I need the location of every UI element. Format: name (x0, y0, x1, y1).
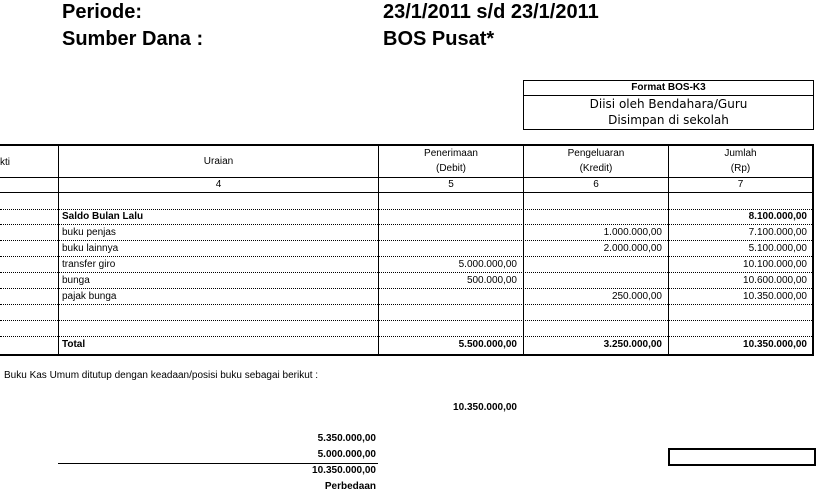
col-number-penerimaan: 5 (448, 179, 454, 190)
ledger-table (0, 144, 814, 356)
row-jumlah: 7.100.000,00 (748, 227, 807, 238)
header-jumlah-sub: (Rp) (730, 163, 751, 174)
format-line-2: Disimpan di sekolah (608, 113, 729, 127)
format-line-1: Diisi oleh Bendahara/Guru (589, 97, 748, 111)
format-box (523, 80, 814, 130)
perbedaan-input-cell[interactable] (668, 448, 816, 466)
closing-note: Buku Kas Umum ditutup dengan keadaan/posisi buku sebagai berikut : (4, 370, 319, 381)
row-pengeluaran: 250.000,00 (611, 291, 662, 302)
total-pengeluaran: 3.250.000,00 (603, 339, 662, 350)
header-pengeluaran: Pengeluaran (567, 148, 625, 159)
perbedaan-label: Perbedaan (324, 481, 376, 492)
row-penerimaan: 5.000.000,00 (458, 259, 517, 270)
row-jumlah: 10.350.000,00 (743, 291, 807, 302)
summary-sum: 10.350.000,00 (312, 465, 376, 476)
header-pengeluaran-sub: (Kredit) (579, 163, 613, 174)
row-jumlah: 10.100.000,00 (743, 259, 807, 270)
summary-line-1: 5.350.000,00 (317, 433, 376, 444)
header-bukti: kti (0, 157, 10, 168)
row-uraian: pajak bunga (62, 291, 117, 302)
row-uraian: buku lainnya (62, 243, 119, 254)
saldo-value: 10.350.000,00 (453, 402, 517, 413)
row-jumlah: 10.600.000,00 (743, 275, 807, 286)
header-penerimaan-sub: (Debit) (435, 163, 466, 174)
sumber-dana-label: Sumber Dana : (62, 28, 204, 50)
row-pengeluaran: 1.000.000,00 (603, 227, 662, 238)
row-jumlah: 5.100.000,00 (748, 243, 807, 254)
summary-line-2: 5.000.000,00 (317, 449, 376, 460)
col-number-jumlah: 7 (737, 179, 744, 190)
col-number-uraian: 4 (215, 179, 222, 190)
total-label: Total (62, 339, 86, 350)
col-number-pengeluaran: 6 (593, 179, 599, 190)
sumber-dana-value: BOS Pusat* (383, 28, 495, 50)
row-uraian: bunga (62, 275, 90, 286)
header-uraian: Uraian (203, 156, 234, 167)
total-penerimaan: 5.500.000,00 (458, 339, 517, 350)
periode-label: Periode: (62, 1, 143, 23)
row-jumlah: 8.100.000,00 (748, 211, 807, 222)
row-pengeluaran: 2.000.000,00 (603, 243, 662, 254)
header-jumlah: Jumlah (724, 148, 757, 159)
header-penerimaan: Penerimaan (424, 148, 478, 159)
row-penerimaan: 500.000,00 (466, 275, 517, 286)
row-uraian: transfer giro (62, 259, 116, 270)
format-title: Format BOS-K3 (524, 81, 813, 96)
row-uraian: buku penjas (62, 227, 116, 238)
row-uraian: Saldo Bulan Lalu (62, 211, 144, 222)
total-jumlah: 10.350.000,00 (743, 339, 807, 350)
periode-value: 23/1/2011 s/d 23/1/2011 (383, 1, 599, 23)
